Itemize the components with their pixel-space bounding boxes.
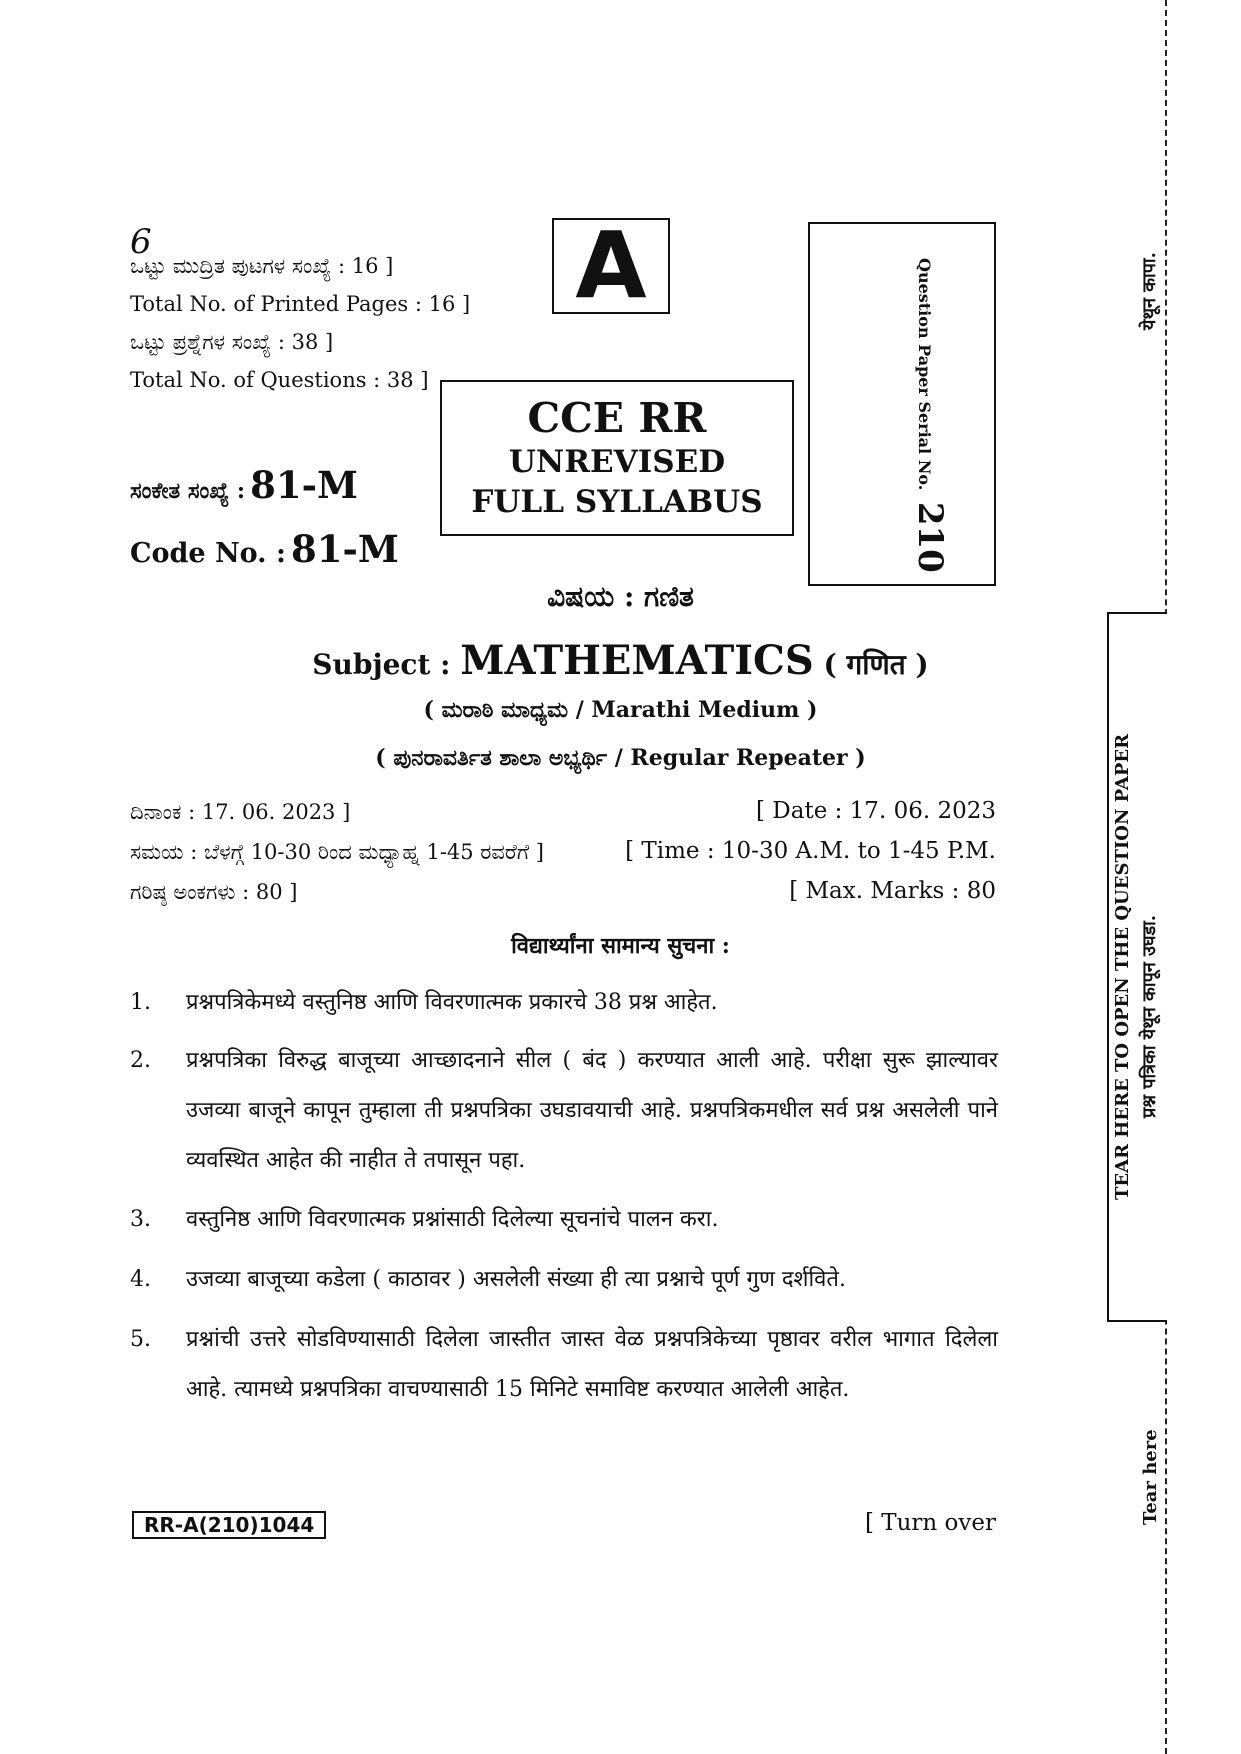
time-english: [ Time : 10-30 A.M. to 1-45 P.M.	[625, 838, 996, 864]
instruction-text: प्रश्नपत्रिकेमध्ये वस्तुनिष्ठ आणि विवरणात्मक प्रकारचे 38 प्रश्न आहेत.	[186, 990, 718, 1015]
cut-here-marathi: येथून कापा.	[1139, 252, 1160, 330]
tear-instruction-english: TEAR HERE TO OPEN THE QUESTION PAPER	[1112, 733, 1133, 1200]
code-label-english: Code No. :	[130, 538, 286, 569]
serial-number	[910, 258, 950, 573]
total-pages-english: Total No. of Printed Pages : 16 ]	[130, 292, 471, 316]
instruction-number: 1.	[130, 990, 151, 1015]
instruction-number: 5.	[130, 1327, 151, 1352]
turn-over: [ Turn over	[864, 1510, 996, 1536]
instruction-item	[130, 1255, 998, 1305]
total-pages-kannada: ಒಟ್ಟು ಮುದ್ರಿತ ಪುಟಗಳ ಸಂಖ್ಯೆ : 16 ]	[130, 254, 394, 278]
instruction-item	[130, 1195, 998, 1245]
subject-name: MATHEMATICS	[460, 637, 814, 684]
tear-here-label: Tear here	[1140, 1429, 1161, 1525]
date-english: [ Date : 17. 06. 2023	[756, 798, 996, 824]
time-kannada: ಸಮಯ : ಬೆಳಗ್ಗೆ 10-30 ರಿಂದ ಮಧ್ಯಾಹ್ನ 1-45 ರವರೆಗೆ ]	[130, 840, 544, 864]
total-questions-english: Total No. of Questions : 38 ]	[130, 368, 429, 392]
exam-line-1: CCE RR	[527, 394, 707, 442]
page-number: 6	[130, 222, 152, 262]
instruction-item	[130, 1315, 998, 1415]
instruction-text: वस्तुनिष्ठ आणि विवरणात्मक प्रश्नांसाठी दिलेल्या सूचनांचे पालन करा.	[186, 1207, 719, 1232]
exam-line-3: FULL SYLLABUS	[471, 484, 763, 520]
instruction-text: प्रश्नांची उत्तरे सोडविण्यासाठी दिलेला जास्तीत जास्त वेळ प्रश्नपत्रिकेच्या पृष्ठावर वरील भागात दिलेला आहे. त्यामध्ये प्रश्नपत्रिका वाचण्यासाठी 15 मिनिटे समाविष्ट करण्यात आलेली आहेत.	[186, 1327, 998, 1402]
paper-code: RR-A(210)1044	[132, 1511, 326, 1539]
subject-english	[0, 637, 1241, 684]
instruction-item	[130, 978, 998, 1028]
code-number-kannada	[130, 463, 358, 507]
instruction-number: 3.	[130, 1207, 151, 1232]
tear-instruction-marathi: प्रश्न पत्रिका येथून कापून उघडा.	[1139, 914, 1160, 1118]
instruction-item	[130, 1036, 998, 1186]
serial-number-box	[808, 222, 996, 586]
instruction-number: 4.	[130, 1267, 151, 1292]
serial-label: Question Paper Serial No.	[915, 258, 934, 491]
instructions-title: विद्यार्थ्यांना सामान्य सुचना :	[511, 933, 730, 959]
subject-marathi: ( गणित )	[823, 648, 929, 681]
instruction-text: प्रश्नपत्रिका विरुद्ध बाजूच्या आच्छादनाने सील ( बंद ) करण्यात आली आहे. परीक्षा सुरू झाल्यावर उजव्या बाजूने कापून तुम्हाला ती प्रश्नपत्रिका उघडावयाची आहे. प्रश्नपत्रिकमधील सर्व प्रश्न असलेली पाने व्यवस्थित आहेत की नाहीत ते तपासून पहा.	[186, 1048, 998, 1173]
code-value: 81-M	[291, 527, 399, 571]
marks-kannada: ಗರಿಷ್ಠ ಅಂಕಗಳು : 80 ]	[130, 880, 298, 904]
total-questions-kannada: ಒಟ್ಟು ಪ್ರಶ್ನೆಗಳ ಸಂಖ್ಯೆ : 38 ]	[130, 330, 334, 354]
medium: ( ಮರಾಠಿ ಮಾಧ್ಯಮ / Marathi Medium )	[423, 697, 818, 723]
instruction-text: उजव्या बाजूच्या कडेला ( काठावर ) असलेली संख्या ही त्या प्रश्नाचे पूर्ण गुण दर्शविते.	[186, 1267, 846, 1292]
marks-english: [ Max. Marks : 80	[789, 878, 996, 904]
candidate-type: ( ಪುನರಾವರ್ತಿತ ಶಾಲಾ ಅಭ್ಯರ್ಥಿ / Regular Repeater )	[375, 745, 866, 771]
exam-line-2: UNREVISED	[508, 444, 726, 480]
exam-type-box	[440, 380, 794, 536]
code-label-kannada: ಸಂಕೇತ ಸಂಖ್ಯೆ :	[130, 478, 246, 504]
subject-label: Subject :	[312, 648, 451, 681]
subject-kannada: ವಿಷಯ : ಗಣಿತ	[547, 580, 694, 613]
code-number-english	[130, 527, 399, 571]
date-kannada: ದಿನಾಂಕ : 17. 06. 2023 ]	[130, 800, 351, 824]
instruction-number: 2.	[130, 1048, 151, 1073]
version-letter-box: A	[552, 218, 670, 314]
code-value: 81-M	[250, 463, 358, 507]
serial-value: 210	[910, 501, 950, 573]
